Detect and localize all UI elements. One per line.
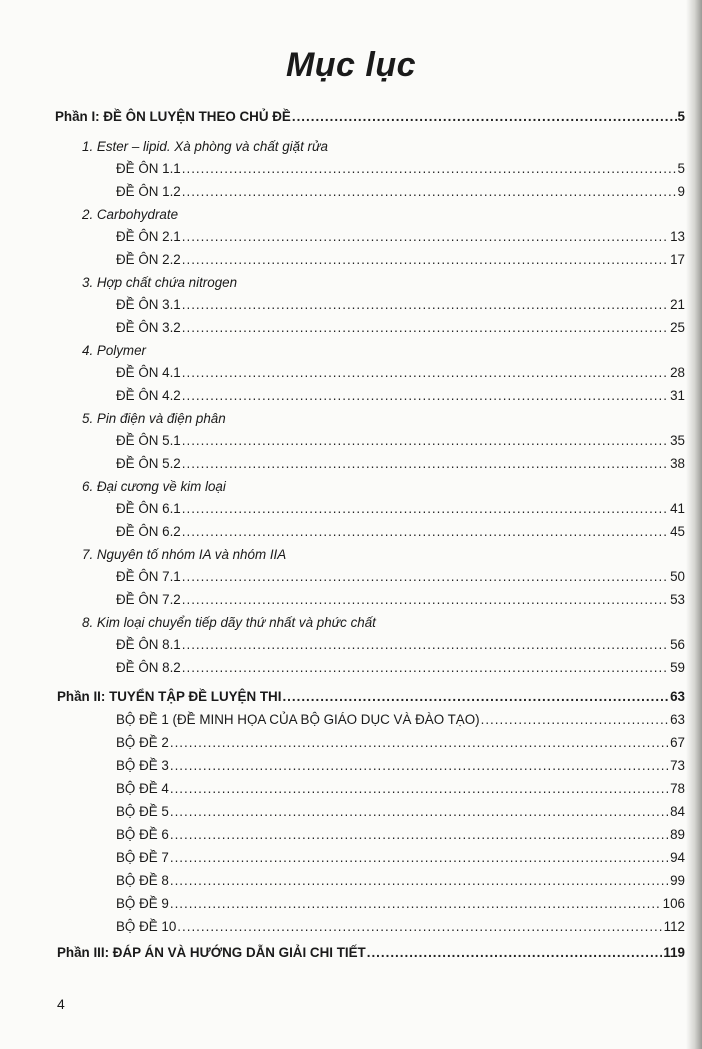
toc-topic-4: 4. Polymer — [82, 343, 146, 358]
toc-entry-page: 56 — [670, 637, 685, 652]
toc-entry-label: ĐỀ ÔN 6.2 — [116, 524, 181, 539]
toc-entry-label: BỘ ĐỀ 8 — [116, 873, 169, 888]
toc-entry-page: 35 — [670, 433, 685, 448]
toc-entry-label: BỘ ĐỀ 1 (ĐỀ MINH HỌA CỦA BỘ GIÁO DỤC VÀ ĐÀO TẠO) — [116, 712, 480, 727]
dot-leader — [182, 659, 669, 677]
dot-leader — [182, 568, 669, 586]
toc-entry-label: ĐỀ ÔN 6.1 — [116, 501, 181, 516]
toc-entry-label: ĐỀ ÔN 1.2 — [116, 184, 181, 199]
toc-entry-page: 94 — [670, 850, 685, 865]
toc-entry-page: 78 — [670, 781, 685, 796]
page-number: 4 — [57, 996, 65, 1012]
toc-topic-1: 1. Ester – lipid. Xà phòng và chất giặt rửa — [82, 139, 328, 154]
toc-entry-label: ĐỀ ÔN 4.1 — [116, 365, 181, 380]
toc-part-2-page: 63 — [670, 689, 685, 704]
toc-entry-label: ĐỀ ÔN 4.2 — [116, 388, 181, 403]
dot-leader — [282, 688, 669, 706]
toc-entry[interactable] — [116, 500, 685, 518]
toc-entry-label: ĐỀ ÔN 8.1 — [116, 637, 181, 652]
toc-entry[interactable] — [116, 387, 685, 405]
toc-entry-page: 50 — [670, 569, 685, 584]
toc-entry-label: ĐỀ ÔN 3.1 — [116, 297, 181, 312]
toc-entry-label: ĐỀ ÔN 7.2 — [116, 592, 181, 607]
toc-entry-page: 59 — [670, 660, 685, 675]
toc-entry[interactable] — [116, 659, 685, 677]
toc-entry-page: 84 — [670, 804, 685, 819]
toc-entry-label: ĐỀ ÔN 1.1 — [116, 161, 181, 176]
toc-entry-page: 63 — [670, 712, 685, 727]
dot-leader — [182, 364, 669, 382]
dot-leader — [177, 918, 662, 936]
dot-leader — [170, 849, 669, 867]
toc-entry-label: BỘ ĐỀ 7 — [116, 850, 169, 865]
toc-entry[interactable] — [116, 895, 685, 913]
toc-topic-6: 6. Đại cương về kim loại — [82, 479, 226, 494]
toc-entry-page: 9 — [677, 184, 685, 199]
toc-entry-page: 106 — [662, 896, 685, 911]
toc-entry[interactable] — [116, 780, 685, 798]
dot-leader — [170, 826, 669, 844]
toc-topic-8: 8. Kim loại chuyển tiếp dãy thứ nhất và phức chất — [82, 615, 376, 630]
toc-entry-page: 112 — [663, 919, 685, 934]
toc-entry-page: 21 — [670, 297, 685, 312]
toc-entry[interactable] — [116, 636, 685, 654]
toc-entry-page: 17 — [670, 252, 685, 267]
dot-leader — [182, 228, 669, 246]
toc-entry-page: 5 — [677, 161, 685, 176]
toc-part-2[interactable] — [57, 688, 685, 706]
toc-topic-3: 3. Hợp chất chứa nitrogen — [82, 275, 238, 290]
toc-entry-label: ĐỀ ÔN 2.1 — [116, 229, 181, 244]
toc-entry[interactable] — [116, 251, 685, 269]
dot-leader — [182, 183, 677, 201]
toc-entry[interactable] — [116, 568, 685, 586]
toc-entry-page: 38 — [670, 456, 685, 471]
toc-topic-7: 7. Nguyên tố nhóm IA và nhóm IIA — [82, 547, 287, 562]
page-edge-shadow — [686, 0, 702, 1049]
dot-leader — [182, 591, 669, 609]
toc-entry[interactable] — [116, 183, 685, 201]
dot-leader — [182, 251, 669, 269]
toc-entry-page: 28 — [670, 365, 685, 380]
dot-leader — [182, 387, 669, 405]
toc-part-1-page: 5 — [677, 109, 685, 124]
toc-entry-label: ĐỀ ÔN 2.2 — [116, 252, 181, 267]
toc-entry-page: 45 — [670, 524, 685, 539]
toc-entry-label: BỘ ĐỀ 10 — [116, 919, 177, 934]
toc-entry[interactable] — [116, 591, 685, 609]
dot-leader — [170, 780, 669, 798]
toc-entry-page: 25 — [670, 320, 685, 335]
toc-part-3-page: 119 — [663, 945, 685, 960]
dot-leader — [170, 757, 669, 775]
dot-leader — [170, 734, 669, 752]
toc-entry-page: 41 — [670, 501, 685, 516]
dot-leader — [182, 319, 669, 337]
dot-leader — [182, 636, 669, 654]
toc-part-2-label: Phần II: TUYỂN TẬP ĐỀ LUYỆN THI — [57, 689, 282, 704]
dot-leader — [182, 500, 669, 518]
toc-entry[interactable] — [116, 523, 685, 541]
toc-entry[interactable] — [116, 432, 685, 450]
toc-topic-5: 5. Pin điện và điện phân — [82, 411, 226, 426]
toc-entry-page: 31 — [670, 388, 685, 403]
toc-entry-label: BỘ ĐỀ 2 — [116, 735, 169, 750]
page-title: Mục lục — [285, 46, 417, 84]
toc-entry[interactable] — [116, 364, 685, 382]
toc-entry[interactable] — [116, 826, 685, 844]
toc-entry-label: BỘ ĐỀ 5 — [116, 804, 169, 819]
toc-entry-label: BỘ ĐỀ 9 — [116, 896, 169, 911]
toc-entry[interactable] — [116, 711, 685, 729]
toc-entry-label: ĐỀ ÔN 3.2 — [116, 320, 181, 335]
toc-entry[interactable] — [116, 455, 685, 473]
dot-leader — [292, 108, 677, 126]
toc-entry-page: 67 — [670, 735, 685, 750]
toc-entry-page: 99 — [670, 873, 685, 888]
toc-entry-page: 89 — [670, 827, 685, 842]
toc-entry[interactable] — [116, 872, 685, 890]
dot-leader — [182, 455, 669, 473]
dot-leader — [481, 711, 670, 729]
toc-entry[interactable] — [116, 296, 685, 314]
dot-leader — [170, 895, 662, 913]
toc-entry-label: ĐỀ ÔN 8.2 — [116, 660, 181, 675]
toc-entry[interactable] — [116, 849, 685, 867]
toc-entry[interactable] — [116, 757, 685, 775]
toc-entry[interactable] — [116, 228, 685, 246]
toc-entry-label: BỘ ĐỀ 3 — [116, 758, 169, 773]
dot-leader — [182, 296, 669, 314]
dot-leader — [170, 872, 669, 890]
toc-entry-page: 73 — [670, 758, 685, 773]
toc-part-3-label: Phần III: ĐÁP ÁN VÀ HƯỚNG DẪN GIẢI CHI TIẾT — [57, 945, 366, 960]
toc-part-1[interactable] — [55, 108, 685, 126]
toc-entry[interactable] — [116, 319, 685, 337]
toc-entry-label: ĐỀ ÔN 7.1 — [116, 569, 181, 584]
dot-leader — [182, 432, 669, 450]
toc-entry[interactable] — [116, 160, 685, 178]
toc-part-1-label: Phần I: ĐỀ ÔN LUYỆN THEO CHỦ ĐỀ — [55, 109, 291, 124]
toc-part-3[interactable] — [57, 944, 685, 962]
toc-entry-page: 13 — [670, 229, 685, 244]
dot-leader — [367, 944, 663, 962]
toc-entry[interactable] — [116, 803, 685, 821]
toc-entry-page: 53 — [670, 592, 685, 607]
toc-entry[interactable] — [116, 918, 685, 936]
dot-leader — [182, 160, 677, 178]
dot-leader — [182, 523, 669, 541]
toc-entry-label: BỘ ĐỀ 6 — [116, 827, 169, 842]
toc-topic-2: 2. Carbohydrate — [82, 207, 179, 222]
toc-entry-label: BỘ ĐỀ 4 — [116, 781, 169, 796]
dot-leader — [170, 803, 669, 821]
toc-entry-label: ĐỀ ÔN 5.2 — [116, 456, 181, 471]
toc-entry[interactable] — [116, 734, 685, 752]
toc-entry-label: ĐỀ ÔN 5.1 — [116, 433, 181, 448]
